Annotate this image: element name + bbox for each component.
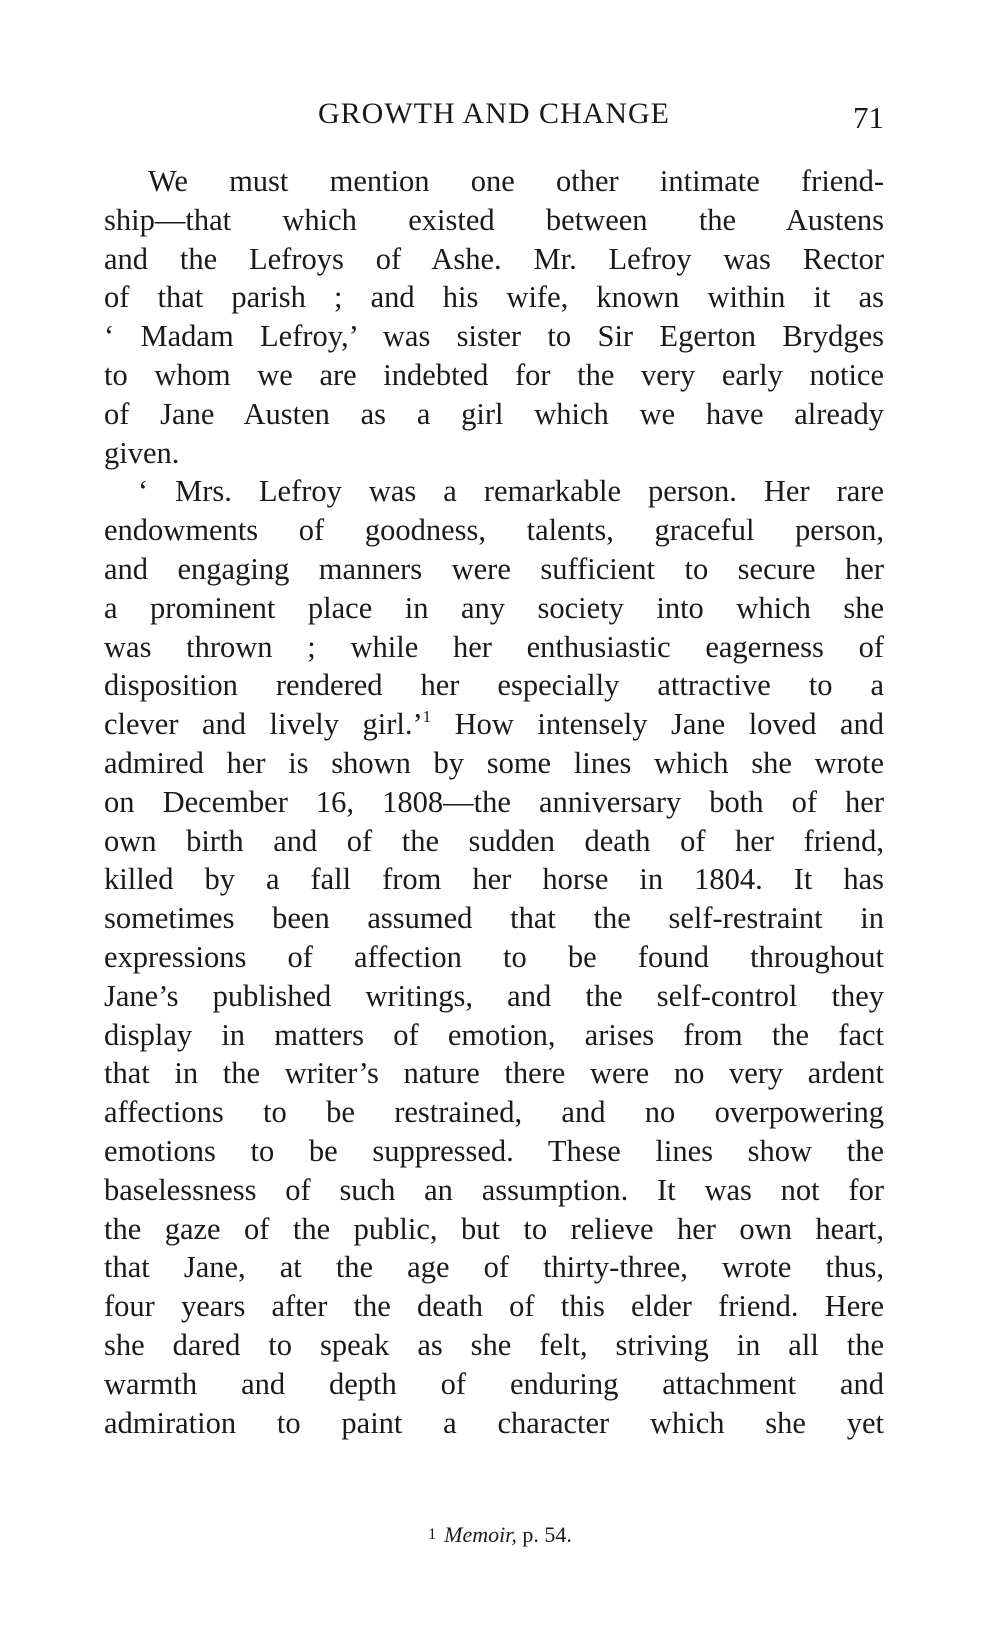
text-line: she dared to speak as she felt, striving in all the [104,1327,884,1362]
running-title: GROWTH AND CHANGE [318,97,670,130]
text-line: four years after the death of this elder friend. Here [104,1289,884,1324]
text-line: warmth and depth of enduring attachment and [104,1366,884,1401]
text-line: was thrown ; while her enthusiastic eagerness of [104,629,884,664]
text-line: baselessness of such an assumption. It was not for [104,1172,884,1207]
text-line: of Jane Austen as a girl which we have already [104,396,884,431]
footnote [0,1520,1000,1550]
footnote-source: Memoir, [444,1522,517,1547]
text-line: own birth and of the sudden death of her friend, [104,823,884,858]
text-line-with-footnote [104,705,884,744]
text-line: Jane’s published writings, and the self-control they [104,978,884,1013]
footnote-mark: 1 [428,1526,437,1543]
text-line: to whom we are indebted for the very early notice [104,357,884,392]
text-line: endowments of goodness, talents, graceful person, [104,513,884,548]
text-line: emotions to be suppressed. These lines show the [104,1133,884,1168]
text-line: ‘ Mrs. Lefroy was a remarkable person. Her rare [138,474,884,509]
footnote-page: p. 54. [516,1522,572,1547]
text-segment: How intensely Jane loved and [431,707,884,742]
running-head [104,92,884,136]
text-line: sometimes been assumed that the self-restraint in [104,901,884,936]
text-line: admired her is shown by some lines which she wrote [104,745,884,780]
text-line: killed by a fall from her horse in 1804. It has [104,862,884,897]
text-segment: clever and lively girl.’ [104,707,423,742]
text-line: affections to be restrained, and no overpowering [104,1095,884,1130]
page-number: 71 [853,100,884,135]
body-text [104,162,884,1442]
footnote-reference[interactable]: 1 [422,707,432,727]
text-line: admiration to paint a character which she yet [104,1405,884,1440]
text-line: ship—that which existed between the Austens [104,202,884,237]
text-line: that in the writer’s nature there were no very ardent [104,1056,884,1091]
text-line: the gaze of the public, but to relieve her own heart, [104,1211,884,1246]
text-line: ‘ Madam Lefroy,’ was sister to Sir Egerton Brydges [104,319,884,354]
text-line: disposition rendered her especially attractive to a [104,668,884,703]
text-line: a prominent place in any society into which she [104,590,884,625]
text-line: on December 16, 1808—the anniversary both of her [104,784,884,819]
text-line: display in matters of emotion, arises from the fact [104,1017,884,1052]
text-line: expressions of affection to be found throughout [104,939,884,974]
text-line: given. [104,435,180,470]
text-line: We must mention one other intimate friend- [148,164,884,198]
text-line: and engaging manners were sufficient to secure her [104,551,884,586]
text-line: of that parish ; and his wife, known within it as [104,280,884,315]
text-line: that Jane, at the age of thirty-three, wrote thus, [104,1250,884,1285]
text-line: and the Lefroys of Ashe. Mr. Lefroy was Rector [104,241,884,276]
